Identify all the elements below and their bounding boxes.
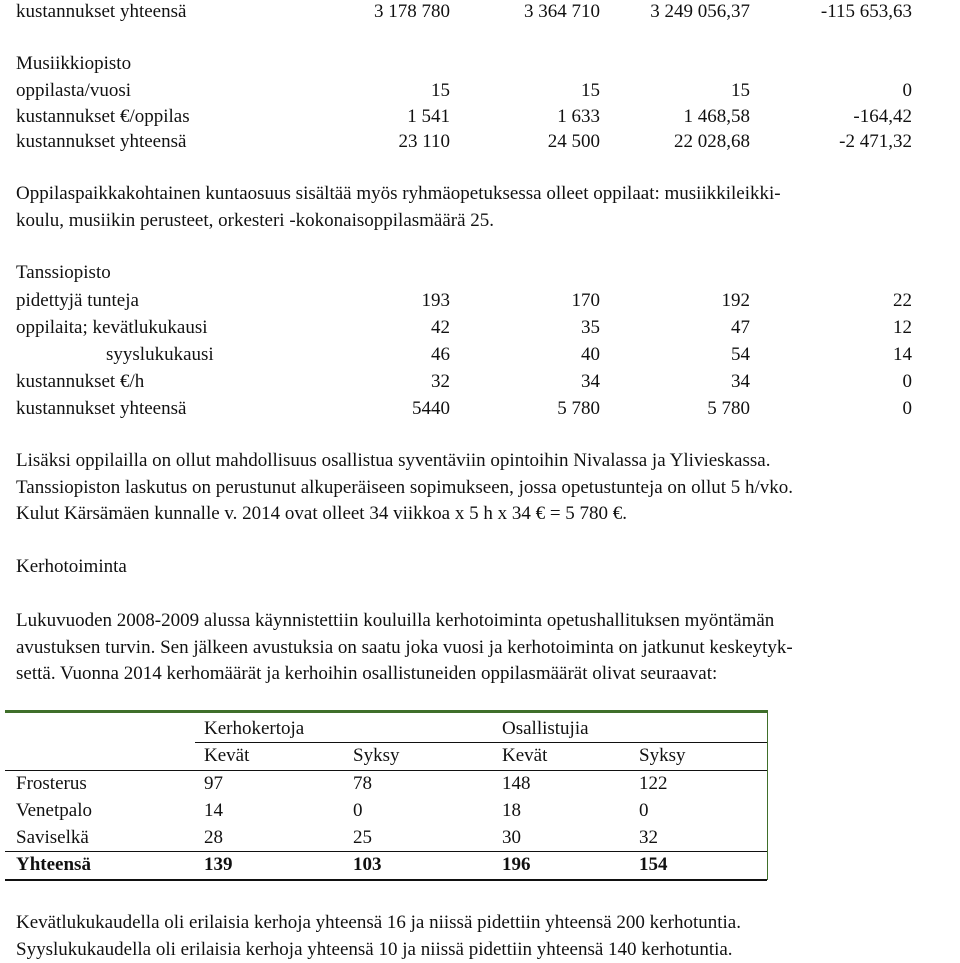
cell: 122 (639, 773, 668, 794)
row-label: kustannukset €/h (16, 371, 145, 392)
value-col-1: 32 (431, 371, 450, 392)
cell: 32 (639, 827, 658, 848)
section-title: Kerhotoiminta (16, 556, 127, 577)
note-line: Kulut Kärsämäen kunnalle v. 2014 ovat olleet 34 viikkoa x 5 h x 34 € = 5 780 €. (16, 503, 628, 524)
table-row (5, 770, 767, 797)
cell: 154 (639, 854, 668, 875)
table-sub-header-row (5, 742, 767, 769)
table-row (16, 106, 936, 132)
value-col-3: 34 (731, 371, 750, 392)
sub-header: Syksy (353, 745, 400, 766)
intro-line: avustuksen turvin. Sen jälkeen avustuksia on saatu joka vuosi ja kerhotoiminta on jatkunut keskeytyk- (16, 636, 793, 658)
value-col-1: 15 (431, 80, 450, 101)
section-title: Tanssiopisto (16, 262, 111, 283)
row-label: kustannukset yhteensä (16, 398, 187, 419)
value-col-2: 1 633 (557, 106, 600, 127)
cell: 14 (204, 800, 223, 821)
intro-line: settä. Vuonna 2014 kerhomäärät ja kerhoihin osallistuneiden oppilasmäärät olivat seuraavat: (16, 663, 718, 684)
value-col-1: 3 178 780 (374, 1, 450, 22)
sub-header: Kevät (204, 745, 250, 766)
value-col-2: 40 (581, 344, 600, 365)
value-col-3: 192 (721, 290, 750, 311)
cell: 0 (639, 800, 649, 821)
value-col-2: 170 (571, 290, 600, 311)
intro-line: Lukuvuoden 2008-2009 alussa käynnistettiin kouluilla kerhotoiminta opetushallituksen myöntämän (16, 610, 775, 631)
cell: 28 (204, 827, 223, 848)
value-col-4: -115 653,63 (820, 1, 912, 22)
value-col-2: 35 (581, 317, 600, 338)
sub-header: Kevät (502, 745, 548, 766)
table-row (5, 797, 767, 824)
value-col-3: 22 028,68 (674, 131, 750, 152)
sub-header: Syksy (639, 745, 686, 766)
value-col-4: -164,42 (853, 106, 912, 127)
table-bottom-border (5, 879, 767, 881)
row-label: oppilasta/vuosi (16, 80, 132, 101)
musiikki-note (16, 181, 946, 234)
note-line: Lisäksi oppilailla on ollut mahdollisuus osallistua syventäviin opintoihin Nivalassa ja Ylivieskassa. (16, 450, 771, 471)
cell: 0 (353, 800, 363, 821)
note-line: Tanssiopiston laskutus on perustunut alkuperäiseen sopimukseen, jossa opetustunteja on ollut 5 h/vko. (16, 476, 794, 498)
cell: 148 (502, 773, 531, 794)
section-title-kerhotoiminta (16, 556, 936, 582)
table-group-header-row (5, 715, 767, 742)
value-col-3: 47 (731, 317, 750, 338)
value-col-1: 5440 (412, 398, 450, 419)
outro-line: Kevätlukukaudella oli erilaisia kerhoja yhteensä 16 ja niissä pidettiin yhteensä 200 kerhotuntia. (16, 912, 741, 933)
value-col-2: 3 364 710 (524, 1, 600, 22)
value-col-4: 12 (893, 317, 912, 338)
table-top-border (5, 710, 767, 713)
row-label: kustannukset yhteensä (16, 1, 187, 22)
row-label: kustannukset €/oppilas (16, 106, 190, 127)
value-col-2: 15 (581, 80, 600, 101)
table-row (16, 131, 936, 157)
section-title: Musiikkiopisto (16, 53, 132, 74)
note-line: Oppilaspaikkakohtainen kuntaosuus sisältää myös ryhmäopetuksessa olleet oppilaat: musiikkileikki- (16, 183, 781, 204)
row-name: Frosterus (16, 773, 87, 794)
value-col-3: 15 (731, 80, 750, 101)
value-col-2: 24 500 (547, 131, 600, 152)
cell: 97 (204, 773, 223, 794)
outro-line: Syyslukukaudella oli erilaisia kerhoja yhteensä 10 ja niissä pidettiin yhteensä 140 kerhotuntia. (16, 938, 733, 960)
value-col-4: 0 (902, 371, 912, 392)
section-title-tanssiopisto (16, 262, 936, 288)
top-cost-row (16, 1, 936, 27)
value-col-3: 54 (731, 344, 750, 365)
kerho-intro (16, 608, 946, 688)
section-title-musiikkiopisto (16, 53, 936, 79)
note-line: koulu, musiikin perusteet, orkesteri -kokonaisoppilasmäärä 25. (16, 209, 495, 231)
group-header: Kerhokertoja (204, 718, 305, 739)
cell: 78 (353, 773, 372, 794)
row-name: Yhteensä (16, 854, 91, 875)
cell: 18 (502, 800, 521, 821)
row-name: Saviselkä (16, 827, 89, 848)
tanssi-note (16, 448, 946, 528)
value-col-4: 0 (902, 398, 912, 419)
table-row (16, 317, 936, 343)
table-row (16, 80, 936, 106)
value-col-2: 5 780 (557, 398, 600, 419)
value-col-1: 42 (431, 317, 450, 338)
value-col-3: 1 468,58 (683, 106, 750, 127)
cell: 196 (502, 854, 531, 875)
cell: 30 (502, 827, 521, 848)
row-label: oppilaita; kevätlukukausi (16, 317, 208, 338)
value-col-1: 193 (421, 290, 450, 311)
cell: 103 (353, 854, 382, 875)
value-col-4: 22 (893, 290, 912, 311)
row-label: syyslukukausi (106, 344, 214, 365)
table-row (16, 344, 936, 370)
table-right-border (767, 710, 768, 880)
value-col-4: 0 (902, 80, 912, 101)
value-col-4: -2 471,32 (839, 131, 912, 152)
value-col-1: 1 541 (407, 106, 450, 127)
row-name: Venetpalo (16, 800, 92, 821)
value-col-1: 23 110 (398, 131, 450, 152)
value-col-3: 3 249 056,37 (650, 1, 750, 22)
kerho-outro (16, 910, 946, 963)
value-col-2: 34 (581, 371, 600, 392)
value-col-3: 5 780 (707, 398, 750, 419)
value-col-1: 46 (431, 344, 450, 365)
value-col-4: 14 (893, 344, 912, 365)
row-label: kustannukset yhteensä (16, 131, 187, 152)
row-label: pidettyjä tunteja (16, 290, 139, 311)
table-total-row (5, 851, 767, 878)
table-row (16, 290, 936, 316)
table-row (16, 371, 936, 397)
table-row (5, 824, 767, 851)
group-header: Osallistujia (502, 718, 589, 739)
cell: 139 (204, 854, 233, 875)
cell: 25 (353, 827, 372, 848)
table-row (16, 398, 936, 424)
